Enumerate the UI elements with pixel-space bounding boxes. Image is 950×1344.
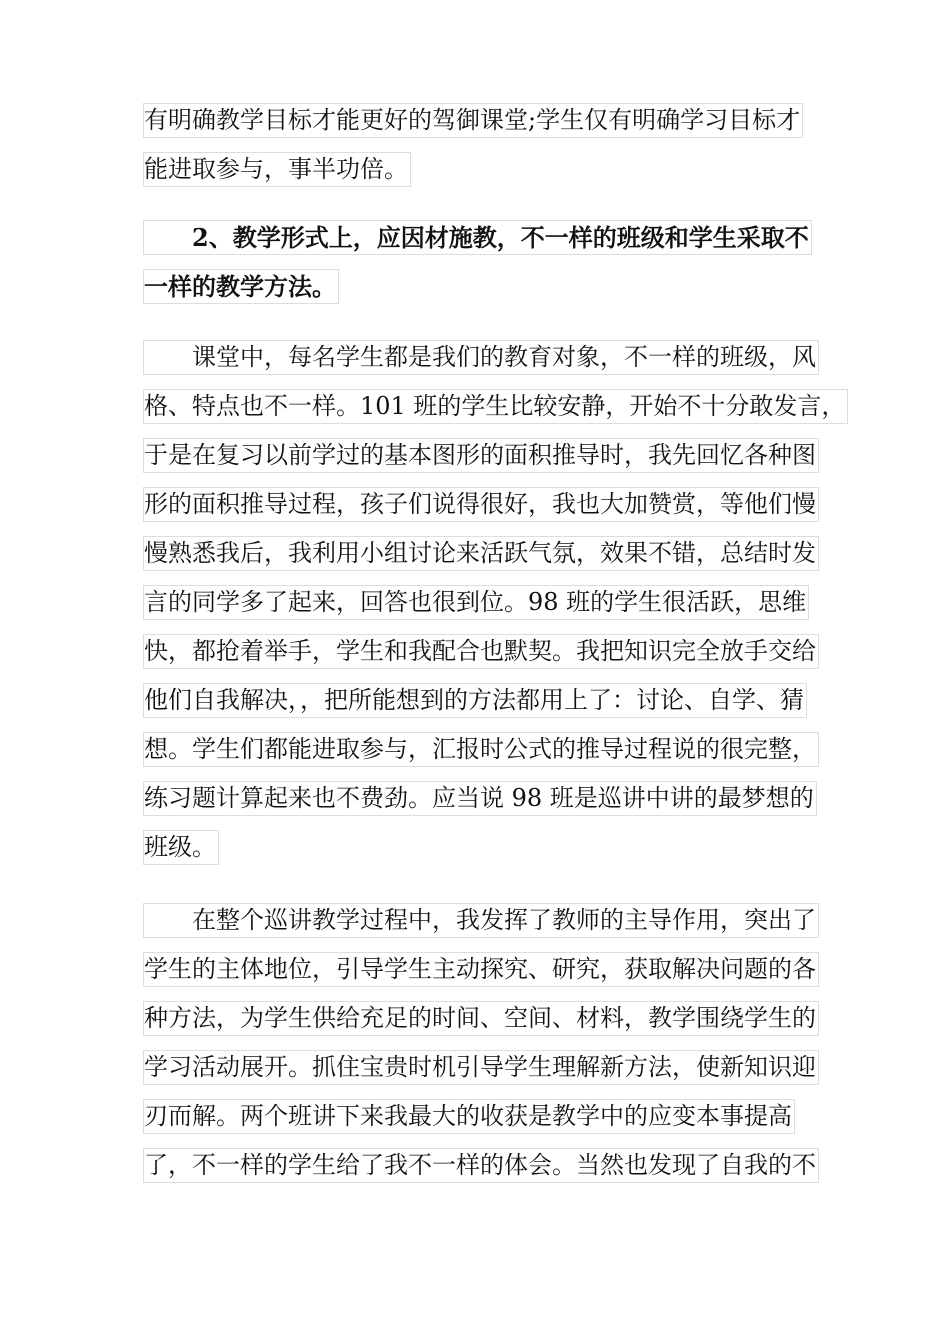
paragraph-2 [143,340,848,879]
text-line: 慢熟悉我后，我利用小组讨论来活跃气氛，效果不错，总结时发 [143,536,848,571]
text-line: 学习活动展开。抓住宝贵时机引导学生理解新方法，使新知识迎 [143,1050,819,1085]
text-line: 课堂中，每名学生都是我们的教育对象，不一样的班级，风 [143,340,848,375]
text-line: 在整个巡讲教学过程中，我发挥了教师的主导作用，突出了 [143,903,819,938]
text-line: 种方法，为学生供给充足的时间、空间、材料，教学围绕学生的 [143,1001,819,1036]
heading-line: 一样的教学方法。 [143,269,812,304]
text-line: 快，都抢着举手，学生和我配合也默契。我把知识完全放手交给 [143,634,848,669]
text-line: 了，不一样的学生给了我不一样的体会。当然也发现了自我的不 [143,1148,819,1183]
paragraph-3 [143,903,819,1197]
text-line: 格、特点也不一样。101 班的学生比较安静，开始不十分敢发言， [143,389,848,424]
text-line: 学生的主体地位，引导学生主动探究、研究，获取解决问题的各 [143,952,819,987]
text-line: 有明确教学目标才能更好的驾御课堂;学生仅有明确学习目标才 [143,103,803,138]
heading-line: 2、教学形式上，应因材施教，不一样的班级和学生采取不 [143,220,812,255]
text-line: 言的同学多了起来，回答也很到位。98 班的学生很活跃，思维 [143,585,848,620]
text-line: 刃而解。两个班讲下来我最大的收获是教学中的应变本事提高 [143,1099,819,1134]
text-line: 班级。 [143,830,848,865]
text-line: 想。学生们都能进取参与，汇报时公式的推导过程说的很完整， [143,732,848,767]
section-heading-2 [143,220,812,318]
text-line: 能进取参与，事半功倍。 [143,152,803,187]
text-line: 形的面积推导过程，孩子们说得很好，我也大加赞赏，等他们慢 [143,487,848,522]
paragraph-1 [143,103,803,201]
text-line: 练习题计算起来也不费劲。应当说 98 班是巡讲中讲的最梦想的 [143,781,848,816]
text-line: 他们自我解决，，把所能想到的方法都用上了：讨论、自学、猜 [143,683,848,718]
text-line: 于是在复习以前学过的基本图形的面积推导时，我先回忆各种图 [143,438,848,473]
